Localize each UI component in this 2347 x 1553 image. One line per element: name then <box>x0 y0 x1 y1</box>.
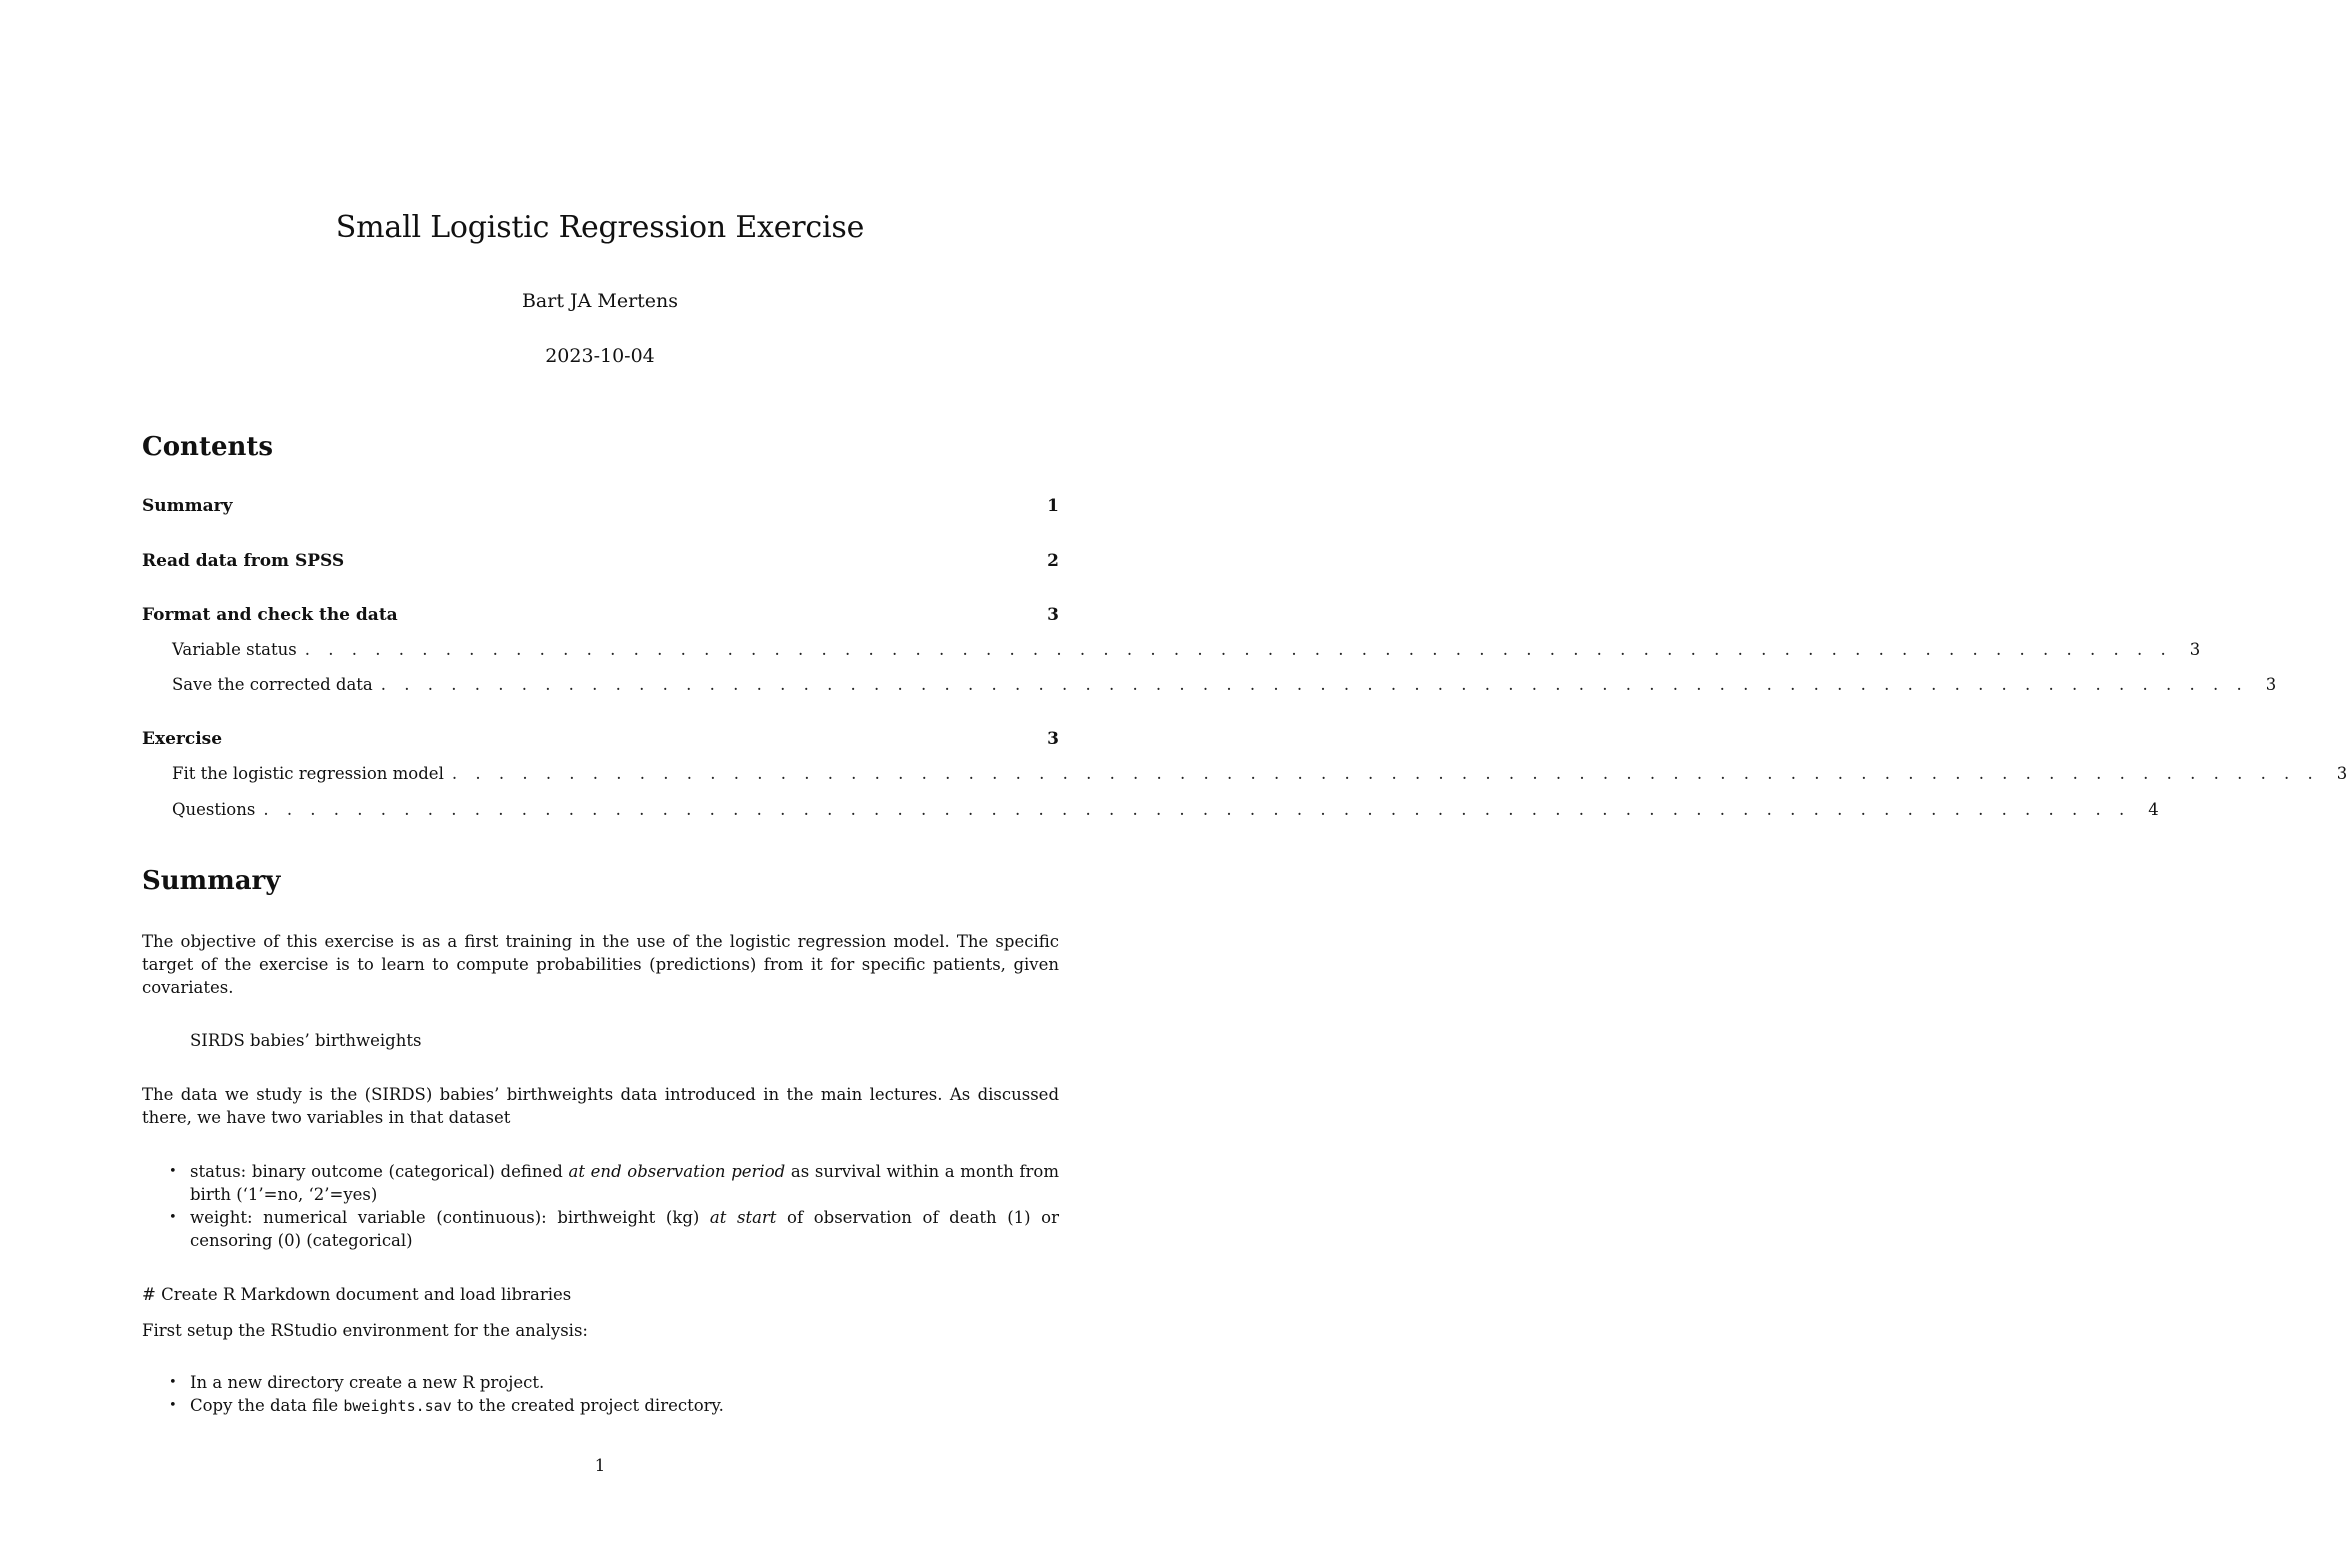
setup-intro-paragraph: First setup the RStudio environment for the analysis: <box>142 1321 588 1340</box>
toc-entry-page: 3 <box>2336 764 2347 783</box>
toc-entry-variable-status[interactable] <box>172 640 2201 664</box>
list-item: • weight: numerical variable (continuous): birthweight (kg) at start of observation of death (1) or censoring (0) (categorical) <box>142 1206 1059 1252</box>
summary-heading: Summary <box>142 866 281 896</box>
data-subtitle: SIRDS babies’ birthweights <box>190 1031 422 1050</box>
toc-leader-dots: . . . . . . . . . . . . . . . . . . . . . . . . . . . . . . . . . . . . . . . . . . . . . . . . . . . . . . . . . . . . . . . . . . . . . . . . . . . . . . . . <box>380 675 2249 694</box>
page-number: 1 <box>594 1456 606 1475</box>
contents-heading: Contents <box>142 432 274 462</box>
toc-entry-format-data[interactable] <box>142 605 1059 629</box>
toc-entry-page: 1 <box>1047 496 1059 516</box>
toc-entry-label: Variable status <box>172 640 305 659</box>
toc-entry-label: Fit the logistic regression model <box>172 764 452 783</box>
data-intro-paragraph: The data we study is the (SIRDS) babies’ birthweights data introduced in the main lectures. As discussed there, we have two variables in that dataset <box>142 1085 1059 1127</box>
toc-entry-label: Save the corrected data <box>172 675 381 694</box>
markdown-heading-line: # Create R Markdown document and load libraries <box>142 1285 572 1304</box>
toc-entry-page: 3 <box>1047 605 1059 625</box>
variables-list <box>142 1160 1059 1252</box>
toc-entry-label: Summary <box>142 496 240 516</box>
toc-entry-page: 3 <box>1047 729 1059 749</box>
list-item: • Copy the data file bweights.sav to the created project directory. <box>142 1394 1059 1418</box>
setup-steps-list <box>142 1371 1059 1418</box>
list-item: • status: binary outcome (categorical) defined at end observation period as survival within a month from birth (‘1’=no, ‘2’=yes) <box>142 1160 1059 1206</box>
toc-entry-page: 3 <box>2189 640 2201 659</box>
document-title: Small Logistic Regression Exercise <box>335 210 865 245</box>
toc-entry-label: Exercise <box>142 729 230 749</box>
toc-entry-save-data[interactable] <box>172 675 2277 699</box>
summary-intro-paragraph: The objective of this exercise is as a first training in the use of the logistic regression model. The specific target of the exercise is to learn to compute probabilities (predictions) from it for specific patients, given covariates. <box>142 932 1059 997</box>
toc-entry-summary[interactable] <box>142 496 1059 520</box>
toc-entry-label: Questions <box>172 800 263 819</box>
toc-entry-page: 4 <box>2148 800 2159 819</box>
list-item: • In a new directory create a new R project. <box>142 1371 1059 1394</box>
toc-leader-dots: . . . . . . . . . . . . . . . . . . . . . . . . . . . . . . . . . . . . . . . . . . . . . . . . . . . . . . . . . . . . . . . . . . . . . . . . . . . . . . . . <box>451 764 2320 783</box>
toc-entry-exercise[interactable] <box>142 729 1059 753</box>
toc-entry-label: Format and check the data <box>142 605 406 625</box>
document-date: 2023-10-04 <box>545 345 655 367</box>
toc-entry-page: 2 <box>1047 551 1059 571</box>
document-author: Bart JA Mertens <box>521 290 679 312</box>
toc-entry-read-data[interactable] <box>142 551 1059 575</box>
code-filename: bweights.sav <box>343 1397 452 1415</box>
toc-entry-fit-model[interactable] <box>172 764 2347 788</box>
toc-entry-label: Read data from SPSS <box>142 551 352 571</box>
toc-entry-questions[interactable] <box>172 800 2159 824</box>
toc-entry-page: 3 <box>2265 675 2277 694</box>
toc-leader-dots: . . . . . . . . . . . . . . . . . . . . . . . . . . . . . . . . . . . . . . . . . . . . . . . . . . . . . . . . . . . . . . . . . . . . . . . . . . . . . . . . <box>304 640 2173 659</box>
toc-leader-dots: . . . . . . . . . . . . . . . . . . . . . . . . . . . . . . . . . . . . . . . . . . . . . . . . . . . . . . . . . . . . . . . . . . . . . . . . . . . . . . . . <box>263 800 2131 819</box>
